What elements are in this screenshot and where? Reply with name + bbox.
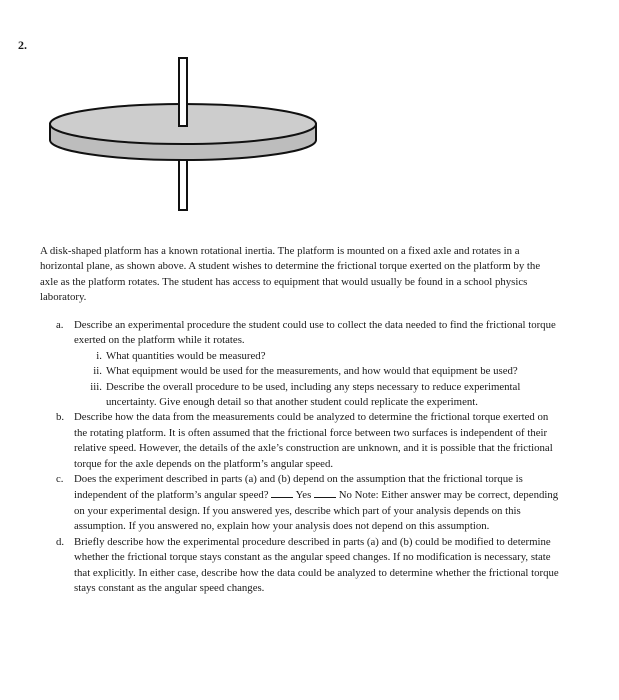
part-c	[56, 472, 560, 535]
part-c-note: Note: Either answer may be correct, depending on your experimental design. If you answered yes, describe which part of your analysis depends on this assumption. If you answered no, explain how your analysis does not depend on this assumption.	[74, 489, 559, 533]
upper-axle	[179, 58, 187, 126]
yes-option: Yes	[295, 489, 312, 502]
no-blank[interactable]	[314, 487, 336, 498]
problem-statement: A disk-shaped platform has a known rotational inertia. The platform is mounted on a fixed axle and rotates in a horizontal plane, as shown above. A student wishes to determine the frictional torque exerted on the platform by the axle as the platform rotates. The student has access to equipment that would usually be found in a school physics laboratory.	[40, 245, 541, 304]
part-label: c.	[56, 473, 64, 486]
part-text: Describe how the data from the measurements could be analyzed to determine the frictional torque exerted on the rotating platform. It is often assumed that the frictional force between two surfaces is independent of their relative speed. However, the details of the axle’s construction are unknown, and it is possible that the frictional torque for the axle depends on the platform’s angular speed.	[74, 411, 553, 470]
part-label: d.	[56, 535, 65, 548]
subpart-i	[56, 349, 560, 364]
part-b	[56, 410, 560, 472]
subpart-text: Describe the overall procedure to be used, including any steps necessary to reduce experimental uncertainty. Give enough detail so that another student could replicate the experiment.	[106, 380, 521, 409]
part-text: Describe an experimental procedure the student could use to collect the data needed to find the frictional torque exerted on the platform while it rotates.	[74, 319, 556, 347]
part-text	[74, 472, 560, 535]
subpart-label: i.	[96, 349, 102, 362]
disk-platform-figure	[40, 52, 340, 218]
part-label: b.	[56, 411, 65, 424]
no-option: No	[338, 489, 352, 502]
part-text: Briefly describe how the experimental procedure described in parts (a) and (b) could be modified to determine whether the frictional torque stays constant as the angular speed changes. If no modification is necessary, state that explicitly. In either case, describe how the data could be analyzed to determine whether the frictional torque stays constant as the angular speed changes.	[74, 535, 559, 594]
part-a	[56, 318, 560, 349]
subpart-ii	[56, 364, 560, 379]
subpart-iii	[56, 380, 560, 411]
question-number: 2.	[18, 38, 27, 52]
subpart-label: iii.	[90, 380, 102, 393]
subpart-text: What quantities would be measured?	[106, 349, 266, 362]
yes-blank[interactable]	[271, 487, 293, 498]
question-parts	[56, 318, 560, 596]
part-label: a.	[56, 319, 64, 331]
subpart-text: What equipment would be used for the measurements, and how would that equipment be used?	[106, 365, 518, 378]
part-c-question: Does the experiment described in parts (a) and (b) depend on the assumption that the frictional torque is independent of the platform’s angular speed?	[74, 473, 523, 502]
subpart-label: ii.	[93, 365, 102, 378]
part-d	[56, 535, 560, 597]
